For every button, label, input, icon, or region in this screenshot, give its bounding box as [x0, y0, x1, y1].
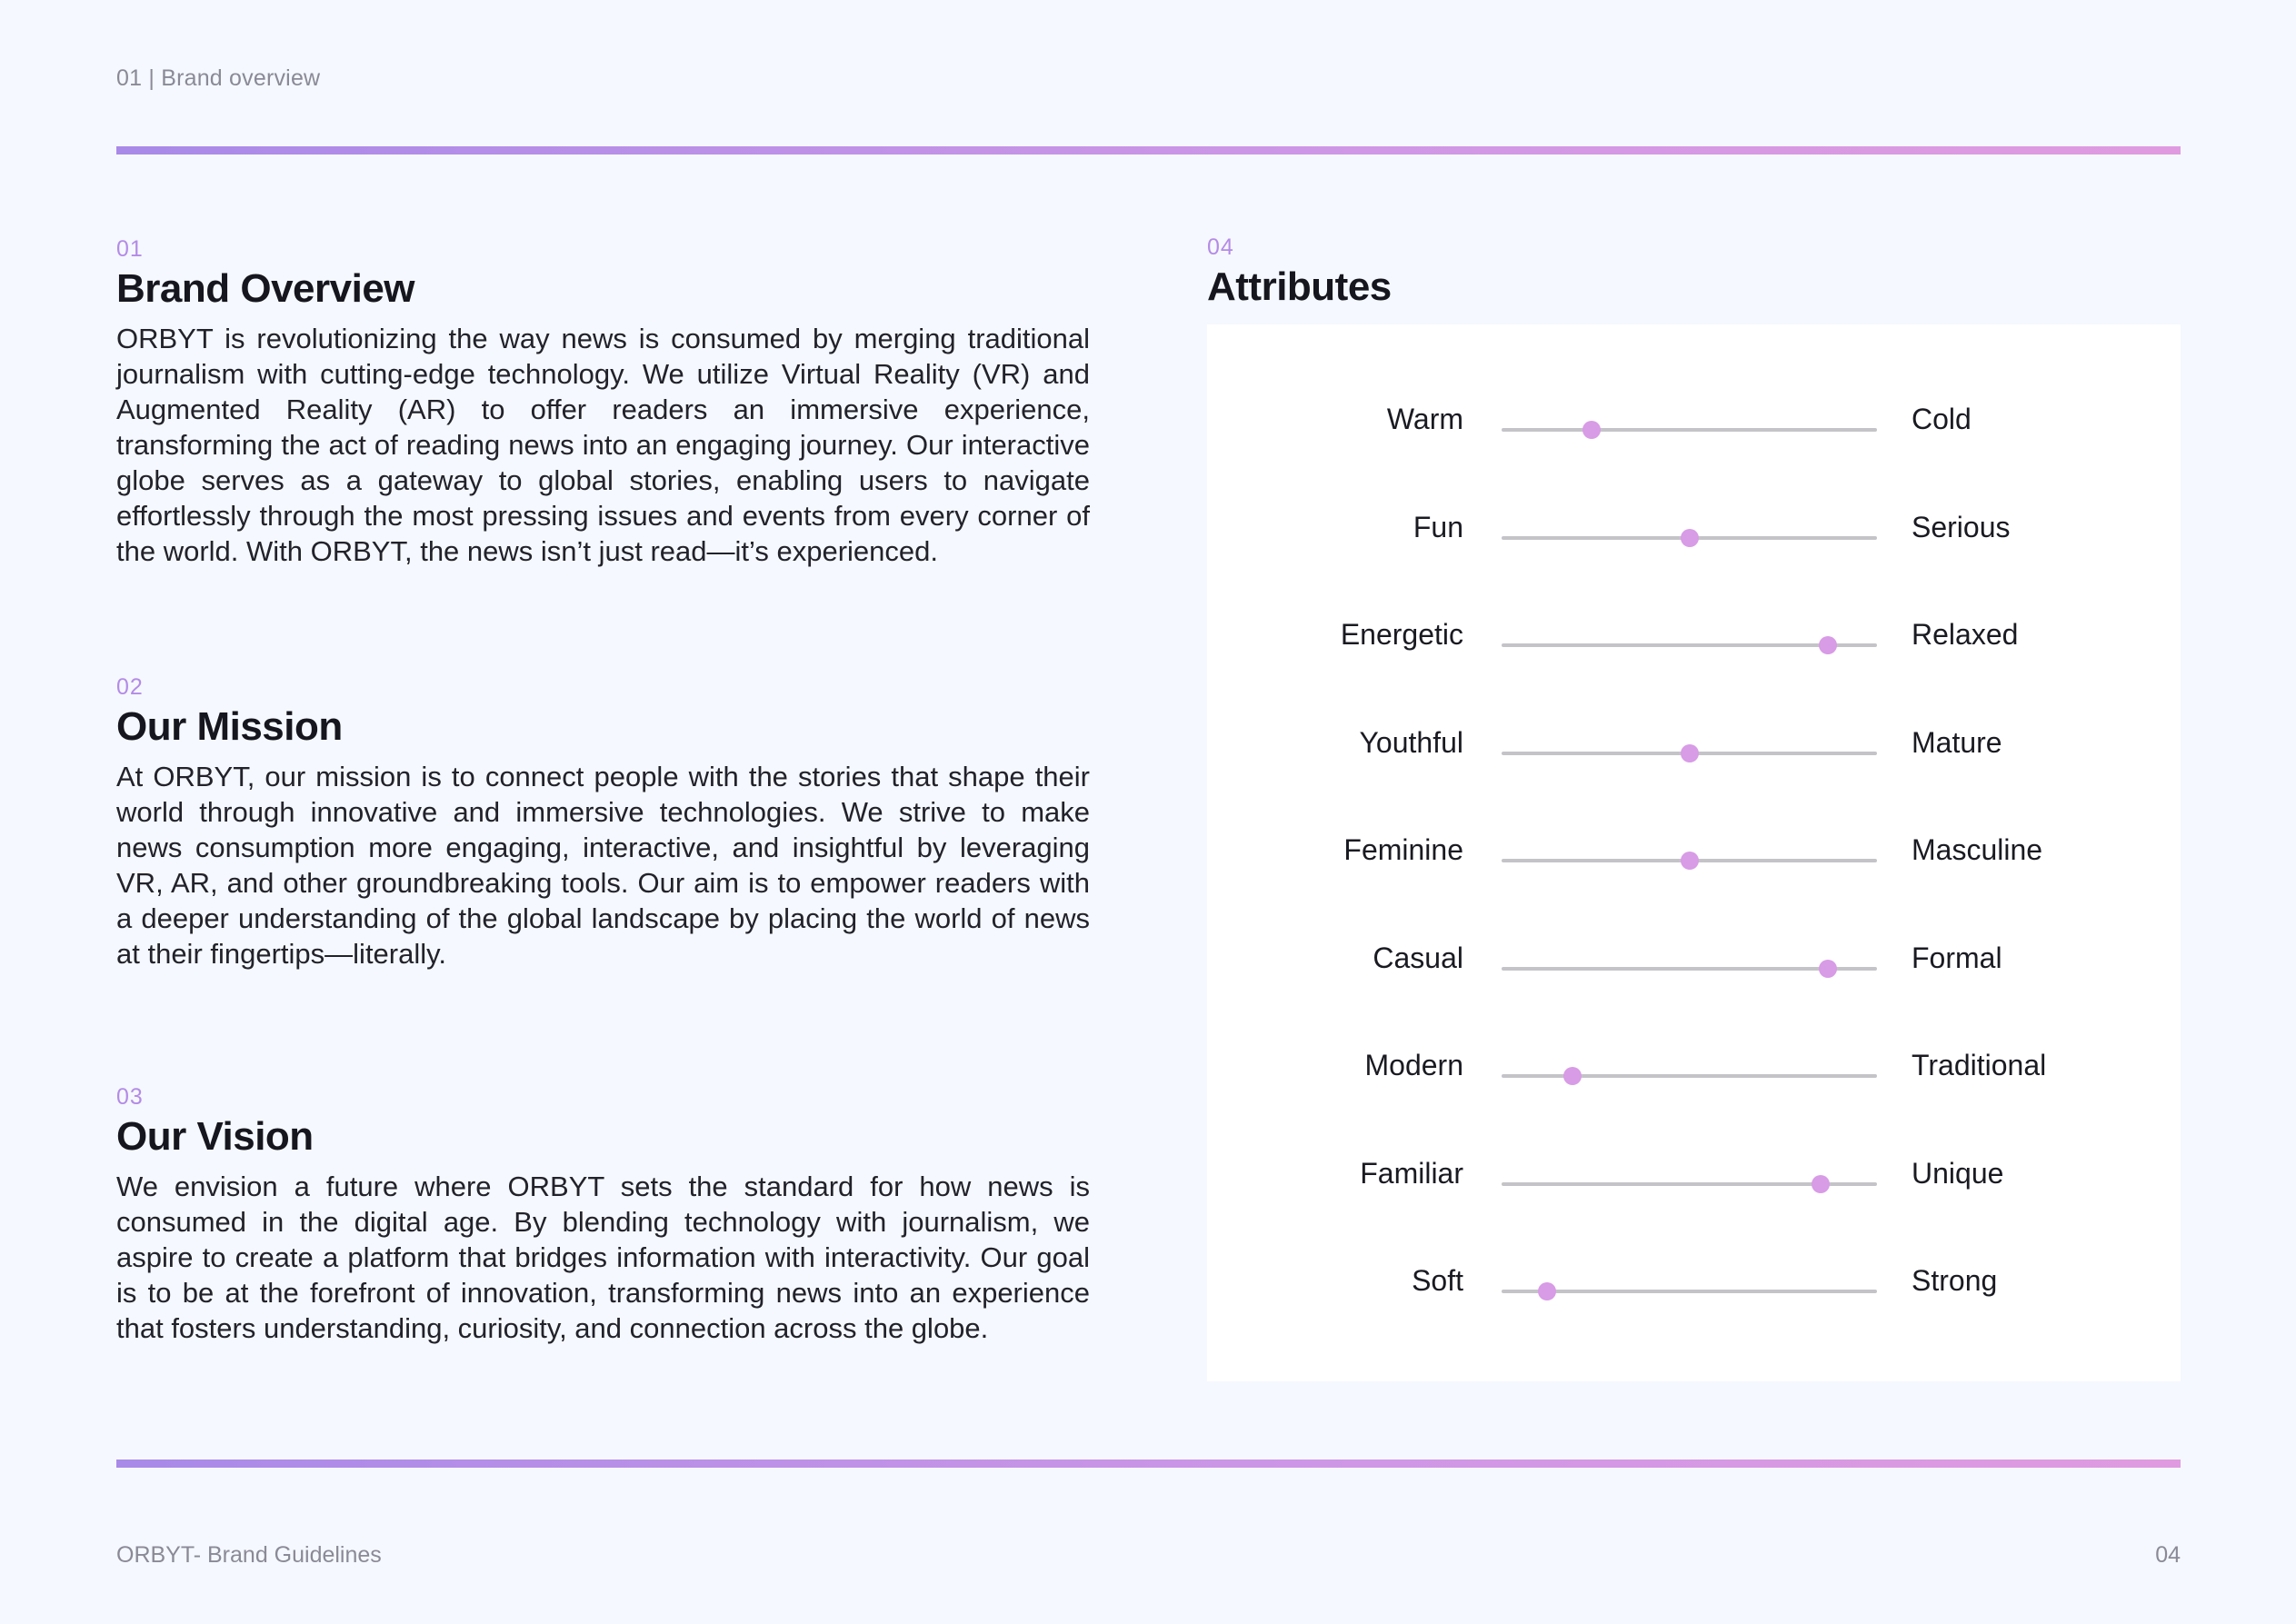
attribute-row-feminine	[1207, 833, 2181, 870]
attribute-left-label: Energetic	[1340, 618, 1463, 651]
attribute-row-youthful	[1207, 726, 2181, 762]
attribute-row-familiar	[1207, 1157, 2181, 1193]
attribute-right-label: Formal	[1912, 941, 2002, 974]
section-title: Our Mission	[116, 704, 343, 749]
attribute-right-label: Strong	[1912, 1264, 1998, 1297]
section-number: 02	[116, 674, 144, 700]
attribute-left-label: Warm	[1386, 403, 1463, 435]
attribute-right-label: Cold	[1912, 403, 1972, 435]
section-body: ORBYT is revolutionizing the way news is consumed by merging traditional journalism with cutting-edge technology. We utilize Virtual Reality (VR) and Augmented Reality (AR) to offer readers an immersive experience, transforming the act of reading news into an engaging journey. Our interactive globe serves as a gateway to global stories, enabling users to navigate effortlessly through the most pressing issues and events from every corner of the world. With ORBYT, the news isn’t just read—it’s experienced.	[116, 323, 1090, 567]
attribute-slider-track	[1502, 428, 1877, 432]
attribute-right-label: Serious	[1912, 510, 2011, 543]
breadcrumb: 01 | Brand overview	[116, 65, 321, 91]
attribute-left-label: Feminine	[1343, 833, 1463, 866]
section-attributes-header	[1207, 234, 1392, 319]
section-our-vision	[116, 1084, 1090, 1346]
attribute-slider-handle	[1582, 421, 1601, 439]
attribute-slider-handle	[1819, 960, 1837, 978]
section-title: Brand Overview	[116, 266, 415, 311]
attribute-left-label: Casual	[1373, 941, 1463, 974]
attribute-slider-handle	[1538, 1282, 1556, 1300]
section-body: We envision a future where ORBYT sets the standard for how news is consumed in the digital age. By blending technology with journalism, we aspire to create a platform that bridges information with interactivity. Our goal is to be at the forefront of innovation, transforming news into an experience that fosters understanding, curiosity, and connection across the globe.	[116, 1171, 1090, 1344]
attribute-left-label: Familiar	[1360, 1156, 1463, 1190]
section-number: 03	[116, 1084, 144, 1110]
attribute-slider-track	[1502, 1290, 1877, 1293]
section-number: 01	[116, 236, 144, 262]
attribute-left-label: Modern	[1364, 1049, 1463, 1081]
attribute-left-label: Fun	[1413, 510, 1463, 543]
section-number: 04	[1207, 234, 1234, 260]
attribute-right-label: Traditional	[1912, 1049, 2047, 1081]
attribute-right-label: Masculine	[1912, 833, 2043, 866]
section-our-mission	[116, 674, 1090, 971]
attribute-row-modern	[1207, 1049, 2181, 1085]
attribute-left-label: Soft	[1412, 1264, 1463, 1297]
attribute-slider-handle	[1819, 636, 1837, 654]
page-number: 04	[2155, 1542, 2181, 1568]
attribute-slider-track	[1502, 1074, 1877, 1078]
attribute-row-soft	[1207, 1264, 2181, 1300]
attribute-left-label: Youthful	[1359, 725, 1463, 759]
section-title: Our Vision	[116, 1114, 314, 1159]
section-body: At ORBYT, our mission is to connect people with the stories that shape their world through innovative and immersive technologies. We strive to make news consumption more engaging, interactive, and insightful by leveraging VR, AR, and other groundbreaking tools. Our aim is to empower readers with a deeper understanding of the global landscape by placing the world of news at their fingertips—literally.	[116, 761, 1090, 970]
attribute-row-casual	[1207, 942, 2181, 978]
attribute-slider-handle	[1563, 1067, 1582, 1085]
section-title: Attributes	[1207, 264, 1392, 309]
attributes-panel	[1207, 324, 2181, 1381]
section-brand-overview	[116, 236, 1090, 569]
attribute-slider-handle	[1681, 744, 1699, 762]
attribute-slider-handle	[1812, 1175, 1830, 1193]
bottom-divider	[116, 1460, 2181, 1468]
attribute-row-fun	[1207, 511, 2181, 547]
attribute-right-label: Unique	[1912, 1156, 2004, 1190]
attribute-right-label: Mature	[1912, 725, 2002, 759]
attribute-slider-handle	[1681, 529, 1699, 547]
attribute-row-warm	[1207, 403, 2181, 439]
footer-title: ORBYT- Brand Guidelines	[116, 1542, 382, 1568]
attribute-slider-handle	[1681, 852, 1699, 870]
attribute-row-energetic	[1207, 618, 2181, 654]
attribute-right-label: Relaxed	[1912, 618, 2019, 651]
top-divider	[116, 146, 2181, 154]
